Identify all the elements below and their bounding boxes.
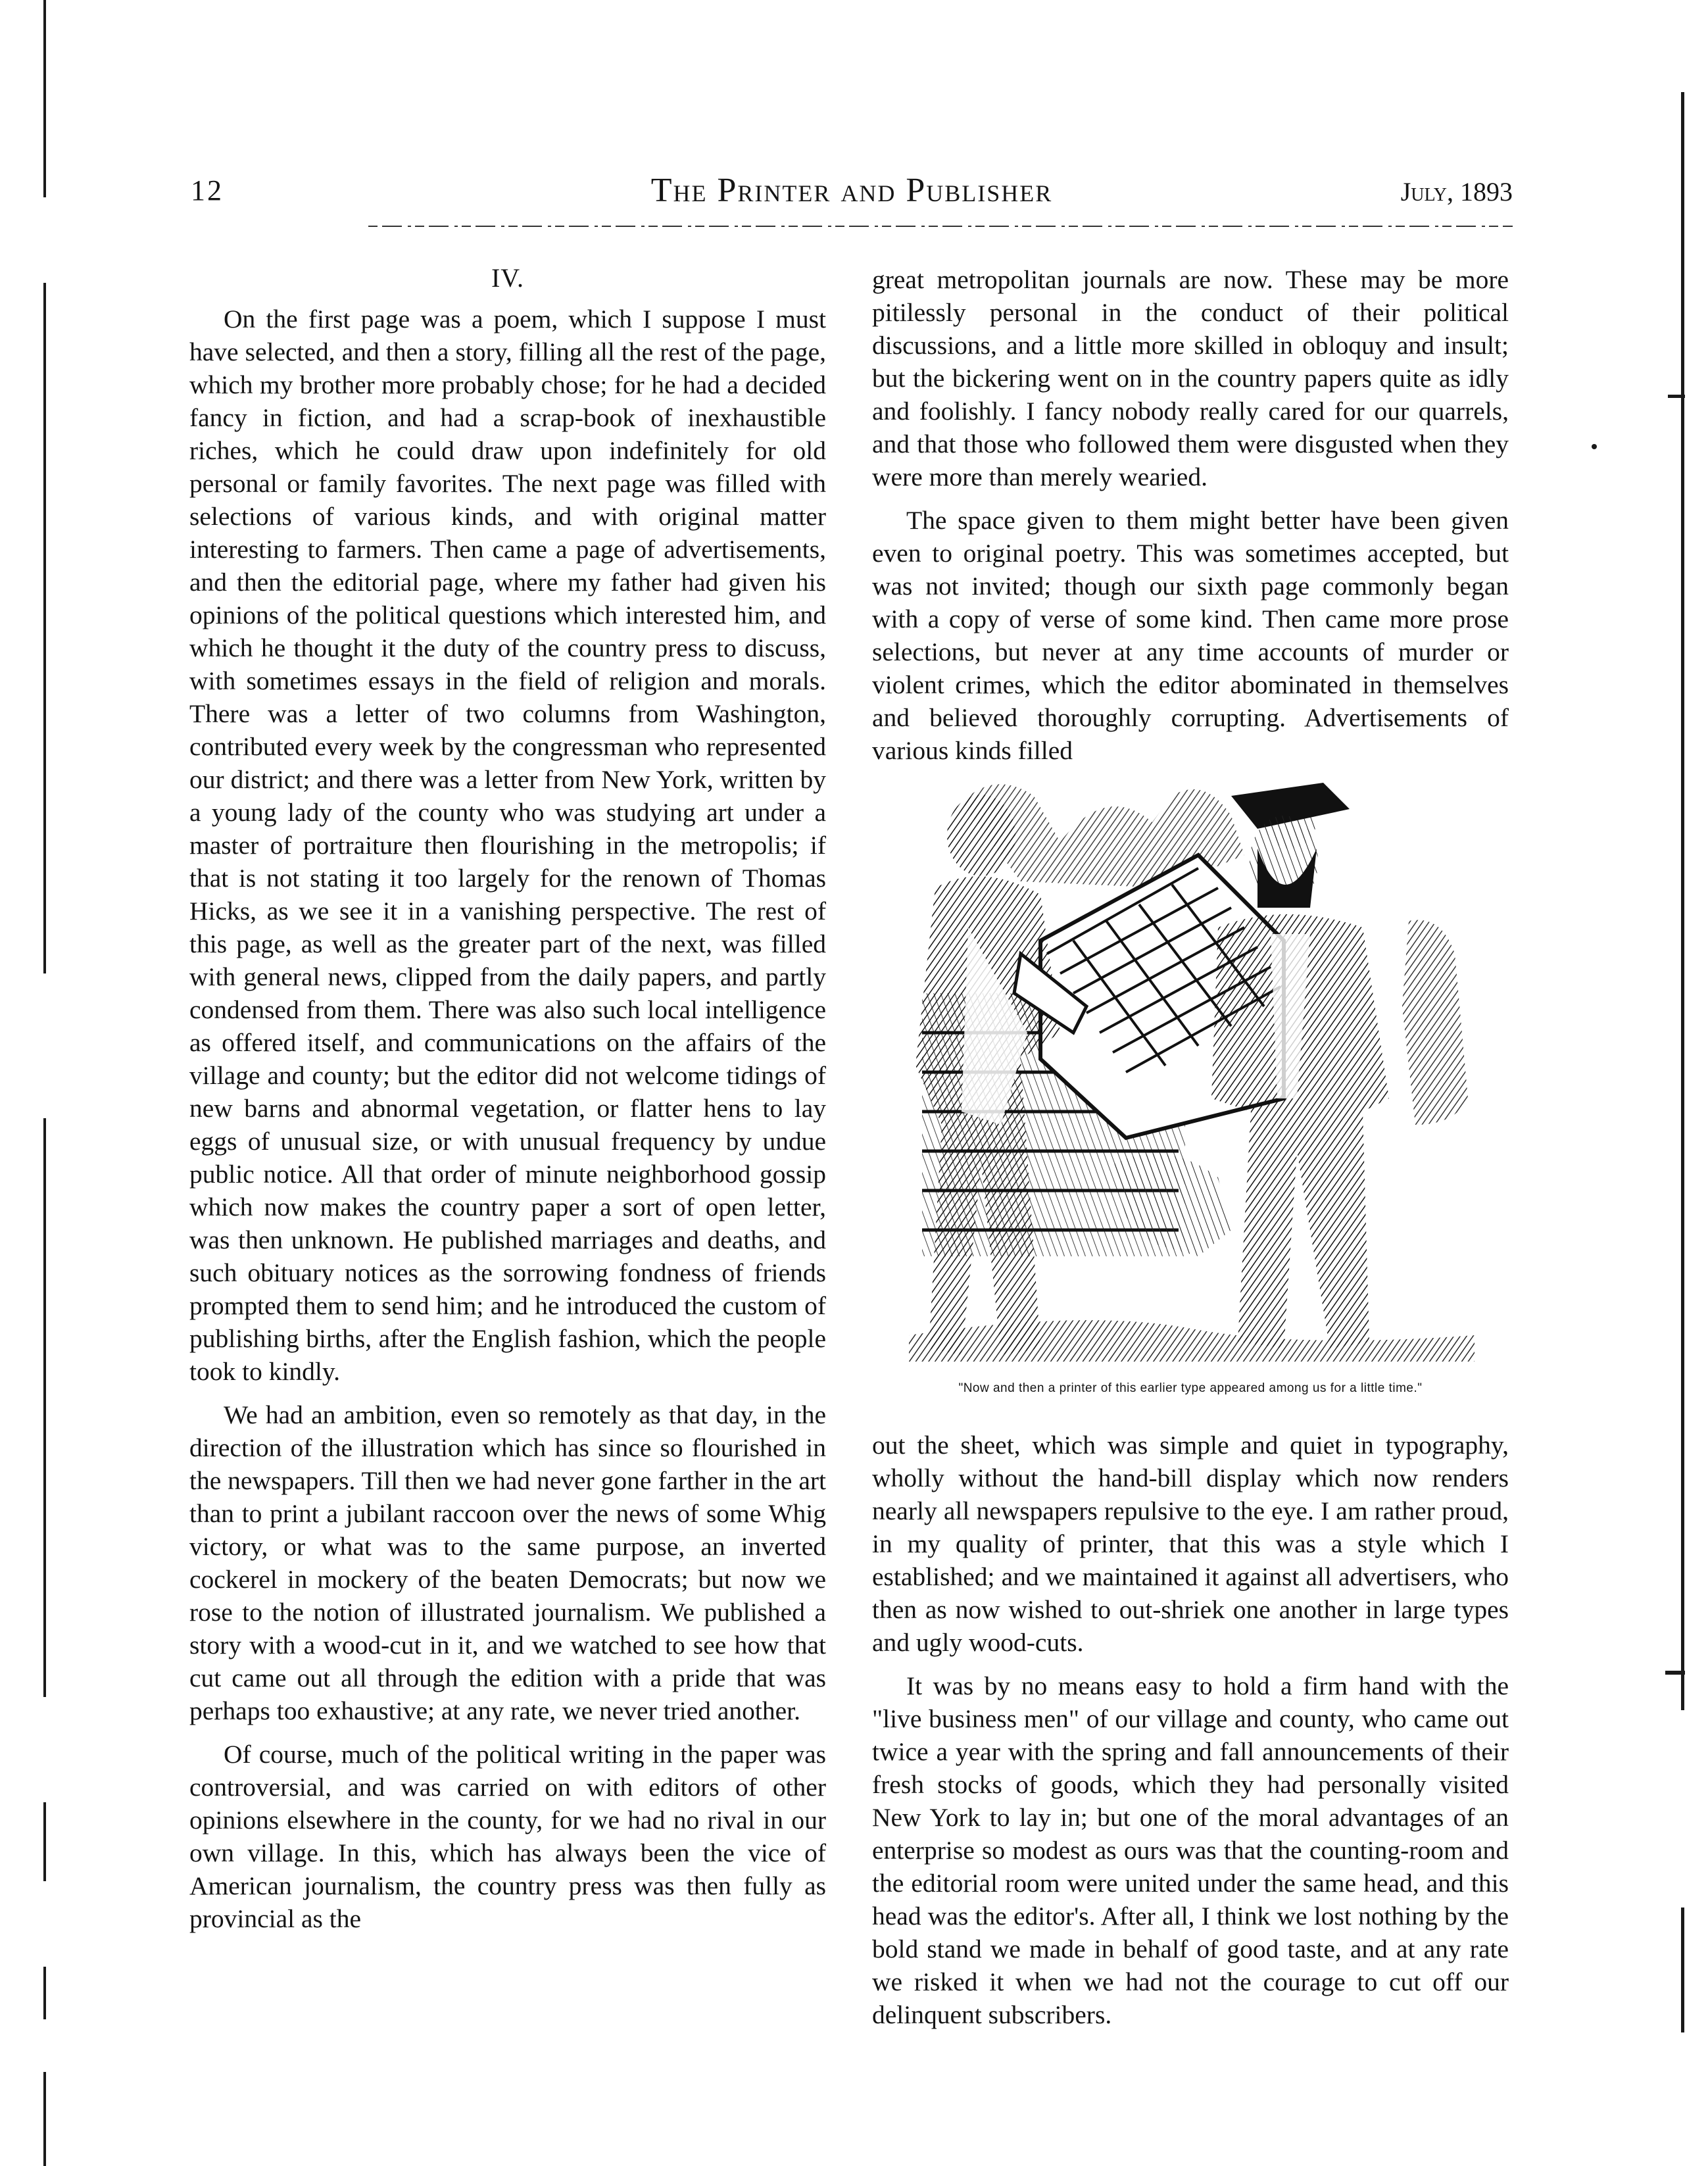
left-column (189, 262, 826, 1946)
scan-mark (1592, 444, 1597, 449)
paragraph: The space given to them might better have been given even to original poetry. This was sometimes accepted, but was not invited; though our sixth page commonly began with a copy of verse of some kind. Then came more prose selections, but never at any time accounts of murder or violent crimes, which the editor abominated in themselves and believed thoroughly corrupting. Advertisements of various kinds filled (872, 506, 1509, 765)
scan-edge-right (1681, 1908, 1684, 2032)
right-column-bottom (872, 1429, 1509, 2042)
scan-edge-left (43, 0, 46, 197)
woodcut-illustration (889, 756, 1492, 1368)
figure-caption: "Now and then a printer of this earlier type appeared among us for a little time." (958, 1381, 1423, 1395)
running-header (191, 174, 1513, 213)
paragraph: We had an ambition, even so remotely as that day, in the direction of the illustration which has since so flourished in the newspapers. Till then we had never gone farther in the art than to print a jubilant raccoon over the news of some Whig victory, or what was to the same purpose, an inverted cockerel in mockery of the beaten Democrats; but now we rose to the notion of illustrated journalism. We published a story with a wood-cut in it, and we watched to see how that cut came out all through the edition with a pride that was perhaps too exhaustive; at any rate, we never tried another. (189, 1400, 826, 1725)
header-rule (368, 225, 1513, 228)
paragraph: great metropolitan journals are now. These may be more pitilessly personal in the conduct of their political discussions, and a little more skilled in obloquy and insult; but the bickering went on in the country papers quite as idly and foolishly. I fancy nobody really cared for our quarrels, and that those who followed them were disgusted when they were more than merely wearied. (872, 265, 1509, 491)
scan-edge-left (43, 2072, 46, 2166)
section-number: IV. (491, 263, 525, 293)
scan-edge-left (43, 1118, 46, 1697)
scan-edge-left (43, 283, 46, 973)
page-number: 12 (191, 174, 224, 207)
scan-mark (1668, 395, 1685, 398)
right-column-top (872, 263, 1509, 777)
paragraph: On the first page was a poem, which I suppose I must have selected, and then a story, filling all the rest of the page, which my brother more probably chose; for he had a decided fancy in fiction, and had a scrap-book of inexhaustible riches, which he could draw upon indefinitely for old personal or family favorites. The next page was filled with selections of various kinds, and with original matter interesting to farmers. Then came a page of advertisements, and then the editorial page, where my father had given his opinions of the political questions which interested him, and which he thought it the duty of the country press to discuss, with sometimes essays in the field of religion and morals. There was a letter of two columns from Washington, contributed every week by the congressman who represented our district; and there was a letter from New York, written by a young lady of the county who was studying art under a master of portraiture then flourishing in the metropolis; if that is not stating it too largely for the renown of Thomas Hicks, as we see it in a vanishing perspective. The rest of this page, as well as the greater part of the next, was filled with general news, clipped from the daily papers, and partly condensed from them. There was also such local intelligence as offered itself, and communications on the affairs of the village and county; but the editor did not welcome tidings of new barns and abnormal vegetation, or flatter hens to lay eggs of unusual size, or with unusual frequency by undue public notice. All that order of minute neighborhood gossip which now makes the country paper a sort of open letter, was then unknown. He published marriages and deaths, and such obituary notices as the sorrowing fondness of friends prompted them to send him; and he introduced the custom of publishing births, after the English fashion, which the people took to kindly. (189, 305, 826, 1386)
paragraph: out the sheet, which was simple and quiet in typography, wholly without the hand-bill display which now renders nearly all newspapers repulsive to the eye. I am rather proud, in my quality of printer, that this was a style which I established; and we maintained it against all advertisers, who then as now wished to out-shriek one another in large types and ugly wood-cuts. (872, 1431, 1509, 1657)
running-title: The Printer and Publisher (650, 172, 1053, 209)
scan-edge-right (1681, 92, 1684, 1710)
scan-edge-left (43, 1802, 46, 1881)
scan-mark (1665, 1671, 1685, 1675)
scan-edge-left (43, 1967, 46, 2019)
paragraph: It was by no means easy to hold a firm hand with the "live business men" of our village and county, who came out twice a year with the spring and fall announcements of their fresh stocks of goods, which they had personally visited New York to lay in; but one of the moral advantages of an enterprise so modest as ours was that the counting-room and the editorial room were united under the same head, and this head was the editor's. After all, I think we lost nothing by the bold stand we made in behalf of good taste, and at any rate we risked it when we had not the courage to cut off our delinquent subscribers. (872, 1671, 1509, 2029)
issue-date: July, 1893 (1400, 177, 1513, 207)
paragraph: Of course, much of the political writing in the paper was controversial, and was carried on with editors of other opinions elsewhere in the county, for we had no rival in our own village. In this, which has always been the vice of American journalism, the country press was then fully as provincial as the (189, 1740, 826, 1933)
